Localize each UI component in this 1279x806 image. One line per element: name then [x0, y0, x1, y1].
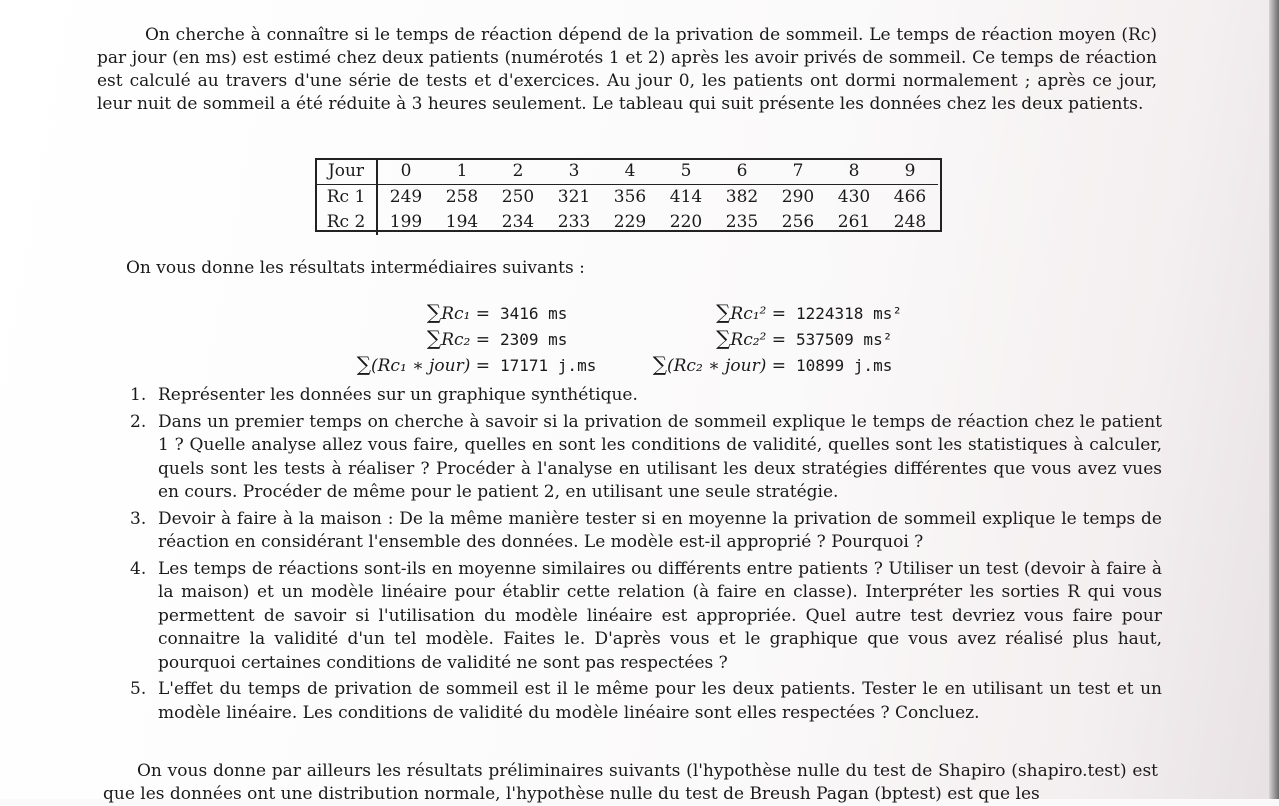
sum-label: ∑Rc₁² = — [716, 300, 786, 324]
table-cell: 5 — [658, 159, 714, 185]
question-text: Représenter les données sur un graphique synthétique. — [158, 385, 638, 405]
question-text: Les temps de réactions sont-ils en moyenne similaires ou différents entre patients ? Utiliser un test (devoir à faire à la maison) et un modèle linéaire pour établir cette relation (à faire en classe). Interpréter les sorties R qui vous permettent de savoir si l'utilisation du modèle linéaire est appropriée. Quel autre test devriez vous faire pour connaitre la validité d'un tel modèle. Faites le. D'après vous et le graphique que vous avez réalisé plus haut, pourquoi certaines conditions de validité ne sont pas respectées ? — [158, 558, 1162, 673]
sum-value: 10899 j.ms — [796, 356, 893, 375]
table-header-row — [316, 159, 938, 185]
table-cell: 0 — [377, 159, 434, 185]
table-cell: 199 — [389, 212, 423, 232]
sigma-icon: ∑ — [426, 326, 442, 350]
question-number: 1. — [130, 385, 147, 405]
sum-label: ∑Rc₂ = — [426, 326, 490, 350]
table-cell: 1 — [434, 159, 490, 185]
sigma-icon: ∑ — [716, 300, 731, 324]
table-cell: 2 — [490, 159, 546, 185]
question-number: 2. — [130, 411, 147, 432]
table-row-label: Rc 2 — [316, 210, 377, 235]
table-cell: 430 — [837, 187, 871, 207]
sum-label: ∑(Rc₂ ∗ jour) = — [652, 352, 786, 376]
table-cell: 8 — [826, 159, 882, 185]
table-cell: 3 — [546, 159, 602, 185]
question-number: 3. — [130, 508, 147, 529]
question-number: 4. — [130, 558, 147, 579]
table-cell: 234 — [501, 212, 535, 232]
question-list — [130, 384, 1162, 728]
data-table — [316, 159, 938, 235]
sigma-icon: ∑ — [716, 326, 731, 350]
sum-value: 2309 ms — [500, 330, 568, 349]
sigma-icon: ∑ — [426, 300, 442, 324]
list-item — [130, 678, 1162, 725]
table-cell: 261 — [837, 212, 871, 232]
list-item — [130, 558, 1162, 676]
sums-right — [636, 300, 936, 378]
table-cell: 256 — [781, 212, 815, 232]
table-cell: 321 — [557, 187, 591, 207]
question-text: Devoir à faire à la maison : De la même manière tester si en moyenne la privation de sommeil explique le temps de réaction en considérant l'ensemble des données. Le modèle est-il approprié ? Pourquoi ? — [158, 508, 1162, 552]
table-cell: 194 — [445, 212, 479, 232]
table-row — [316, 210, 938, 235]
table-cell: 249 — [389, 187, 423, 207]
table-cell: 9 — [882, 159, 938, 185]
table-cell: 233 — [557, 212, 591, 232]
table-cell: 250 — [501, 187, 535, 207]
results-intro: On vous donne les résultats intermédiaires suivants : — [126, 258, 585, 278]
sum-value: 3416 ms — [500, 304, 568, 323]
table-cell: 6 — [714, 159, 770, 185]
list-item — [130, 411, 1162, 505]
sum-value: 1224318 ms² — [796, 304, 902, 323]
table-row-label: Rc 1 — [316, 185, 377, 211]
list-item — [130, 384, 1162, 408]
outro-paragraph: On vous donne par ailleurs les résultats préliminaires suivants (l'hypothèse nulle du test de Shapiro (shapiro.test) est que les données ont une distribution normale, l'hypothèse nulle du test de Breush Pagan (bptest) est que les — [103, 761, 1158, 804]
table-cell: 466 — [893, 187, 927, 207]
intro-paragraph: On cherche à connaître si le temps de réaction dépend de la privation de sommeil. Le temps de réaction moyen (Rc) par jour (en ms) est estimé chez deux patients (numérotés 1 et 2) après les avoir privés de sommeil. Ce temps de réaction est calculé au travers d'une série de tests et d'exercices. Au jour 0, les patients ont dormi normalement ; après ce jour, leur nuit de sommeil a été réduite à 3 heures seulement. Le tableau qui suit présente les données chez les deux patients. — [97, 25, 1157, 114]
table-cell: 382 — [725, 187, 759, 207]
table-cell: 414 — [669, 187, 703, 207]
table-cell: 7 — [770, 159, 826, 185]
sums-left — [340, 300, 630, 378]
sum-label: ∑Rc₁ = — [426, 300, 490, 324]
list-item — [130, 508, 1162, 555]
table-cell: 248 — [893, 212, 927, 232]
sum-value: 17171 j.ms — [500, 356, 597, 375]
sum-value: 537509 ms² — [796, 330, 893, 349]
table-header-label: Jour — [316, 159, 377, 185]
table-cell: 220 — [669, 212, 703, 232]
table-cell: 4 — [602, 159, 658, 185]
table-cell: 258 — [445, 187, 479, 207]
question-number: 5. — [130, 679, 147, 699]
table-row — [316, 185, 938, 211]
sigma-icon: ∑ — [652, 352, 667, 376]
table-cell: 290 — [781, 187, 815, 207]
table-cell: 229 — [613, 212, 647, 232]
page-edge — [1269, 0, 1279, 799]
table-cell: 356 — [613, 187, 647, 207]
table-cell: 235 — [725, 212, 759, 232]
sum-label: ∑Rc₂² = — [716, 326, 786, 350]
question-text: L'effet du temps de privation de sommeil est il le même pour les deux patients. Tester le en utilisant un test et un modèle linéaire. Les conditions de validité du modèle linéaire sont elles respectées ? Concluez. — [158, 679, 1162, 723]
sigma-icon: ∑ — [356, 352, 371, 376]
question-text: Dans un premier temps on cherche à savoir si la privation de sommeil explique le temps de réaction chez le patient 1 ? Quelle analyse allez vous faire, quelles en sont les conditions de validité, quelles sont les statistiques à calculer, quels sont les tests à réaliser ? Procéder à l'analyse en utilisant les deux stratégies différentes que vous avez vues en cours. Procéder de même pour le patient 2, en utilisant une seule stratégie. — [158, 411, 1162, 502]
sum-label: ∑(Rc₁ ∗ jour) = — [356, 352, 490, 376]
